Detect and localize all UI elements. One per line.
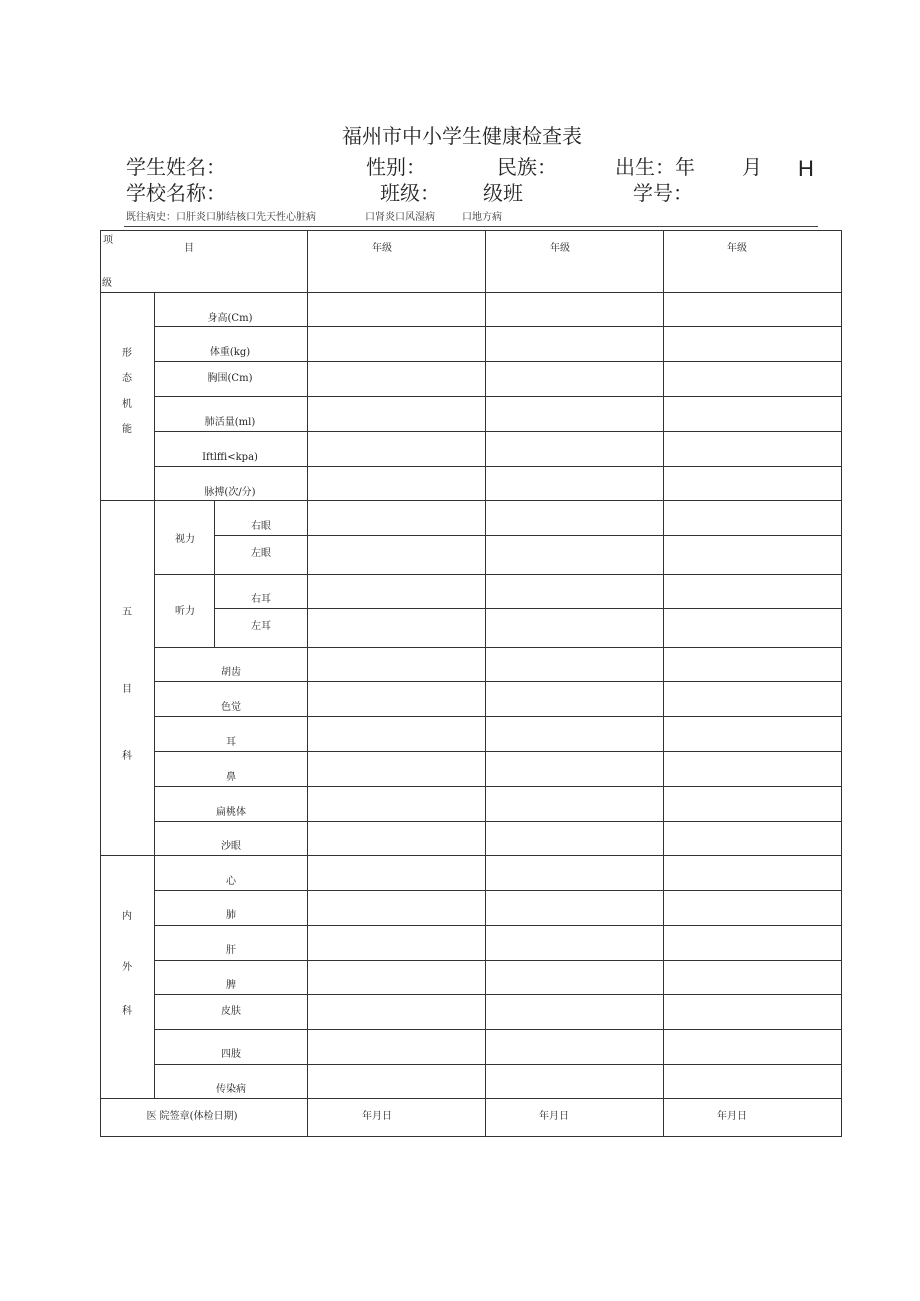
section-morphology-char-1: 形 — [122, 348, 132, 359]
grade-header-2: 年级 — [550, 243, 570, 254]
student-no-label: 学号： — [633, 181, 693, 205]
item-trachoma: 沙眼 — [221, 841, 241, 852]
history-underline — [124, 226, 818, 227]
footer-hospital-stamp: 医 院签章(体检日期) — [146, 1111, 238, 1122]
item-heart: 心 — [226, 876, 236, 887]
section-morphology-char-4: 能 — [122, 424, 132, 435]
item-skin: 皮肤 — [221, 1006, 241, 1017]
section-morphology-char-2: 态 — [122, 373, 132, 384]
section-eye-ent-char-1: 五 — [122, 607, 132, 618]
item-height: 身高(Cm) — [207, 313, 253, 324]
item-infectious-disease: 传染病 — [216, 1084, 246, 1095]
item-weight: 体重(kg) — [209, 347, 251, 358]
history-item-1: 口肝炎口肺结核口先天性心脏病 — [176, 212, 316, 223]
name-label: 学生姓名： — [126, 155, 226, 179]
item-nose: 鼻 — [226, 772, 236, 783]
page-title: 福州市中小学生健康检查表 — [342, 124, 582, 148]
month-label: 月 — [742, 155, 762, 179]
gender-label: 性别： — [366, 155, 426, 179]
item-ear: 耳 — [226, 737, 236, 748]
class-label: 班级： — [380, 181, 440, 205]
item-blood-pressure: Iftlffi<kpa) — [202, 452, 258, 463]
grade-class-label: 级班 — [483, 181, 523, 205]
item-lung-capacity: 肺活量(ml) — [204, 417, 256, 428]
section-internal-char-3: 科 — [122, 1006, 132, 1017]
item-chest: 胸围(Cm) — [207, 373, 253, 384]
section-morphology-char-3: 机 — [122, 399, 132, 410]
vision-label: 视力 — [175, 534, 195, 545]
hearing-left: 左耳 — [251, 621, 271, 632]
hearing-label: 听力 — [175, 606, 195, 617]
header-item-top: 项 — [103, 235, 113, 246]
birth-label: 出生：年 — [615, 155, 695, 179]
section-eye-ent-char-2: 目 — [122, 684, 132, 695]
header-item-bottom: 级 — [102, 278, 112, 289]
vision-right: 右眼 — [251, 521, 271, 532]
item-color-vision: 色觉 — [221, 702, 241, 713]
section-internal-char-2: 外 — [122, 962, 132, 973]
item-liver: 肝 — [226, 945, 236, 956]
footer-date-1: 年月日 — [362, 1111, 392, 1122]
school-label: 学校名称： — [126, 181, 226, 205]
section-internal-char-1: 内 — [122, 911, 132, 922]
day-glyph: H — [798, 156, 814, 181]
ethnicity-label: 民族： — [497, 155, 557, 179]
section-eye-ent-char-3: 科 — [122, 751, 132, 762]
item-tonsil: 扁桃体 — [216, 807, 246, 818]
vision-left: 左眼 — [251, 548, 271, 559]
footer-date-3: 年月日 — [717, 1111, 747, 1122]
grade-header-1: 年级 — [372, 243, 392, 254]
history-label: 既往病史： — [126, 212, 176, 223]
header-item-mid: 目 — [184, 243, 194, 254]
history-item-2: 口肾炎口风湿病 — [365, 212, 435, 223]
item-lung: 肺 — [226, 910, 236, 921]
item-limbs: 四肢 — [221, 1049, 241, 1060]
history-item-3: 口地方病 — [462, 212, 502, 223]
item-spleen: 脾 — [226, 980, 236, 991]
footer-date-2: 年月日 — [539, 1111, 569, 1122]
item-teeth: 胡齿 — [221, 667, 241, 678]
grade-header-3: 年级 — [727, 243, 747, 254]
hearing-right: 右耳 — [251, 594, 271, 605]
item-pulse: 脉搏(次/分) — [204, 487, 256, 498]
